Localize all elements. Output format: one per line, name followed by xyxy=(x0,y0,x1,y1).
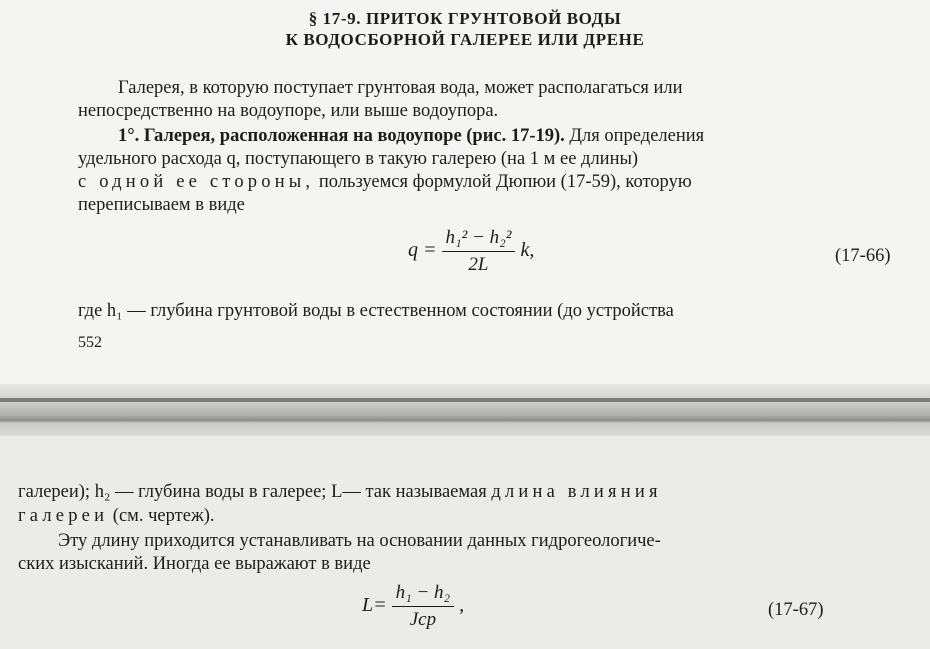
section-title-line1: § 17-9. ПРИТОК ГРУНТОВОЙ ВОДЫ xyxy=(308,9,622,28)
page-number: 552 xyxy=(78,334,102,351)
emphasis-gallery: галереи xyxy=(18,506,109,526)
paragraph2-line3 xyxy=(78,171,692,194)
formula2-suffix: , xyxy=(459,594,465,617)
formula-lhs: q = xyxy=(408,239,437,262)
paragraph2-line3-rest: пользуемся формулой Дюпюи (17-59), которую xyxy=(314,172,692,192)
formula-denominator: 2L xyxy=(468,254,489,275)
equation-number-2: (17-67) xyxy=(768,600,824,620)
page-gap xyxy=(0,384,930,436)
formula2-lhs: L= xyxy=(362,594,387,617)
formula2-numerator: h₁ − h₂ xyxy=(392,582,455,607)
paragraph2-line1-rest: Для определения xyxy=(564,126,705,146)
paragraph1-line2: непосредственно на водоупоре, или выше водоупора. xyxy=(78,101,499,121)
bottom-line1 xyxy=(18,481,662,504)
bottom-line2 xyxy=(18,505,215,528)
emphasis-influence-length: длина влияния xyxy=(491,482,662,502)
formula2-denominator: Jср xyxy=(409,609,437,630)
formula2-fraction xyxy=(392,582,455,631)
section-title-line2: К ВОДОСБОРНОЙ ГАЛЕРЕЕ ИЛИ ДРЕНЕ xyxy=(285,30,645,49)
equation-number: (17-66) xyxy=(835,246,891,266)
paragraph2-line2: удельного расхода q, поступающего в такую галерею (на 1 м ее длины) xyxy=(78,149,639,169)
paragraph2-line1 xyxy=(118,125,704,148)
formula-suffix: k, xyxy=(520,239,535,262)
emphasis-one-side: с одной ее стороны, xyxy=(78,172,315,192)
bottom-page xyxy=(0,436,930,649)
paragraph3-line1: где h₁ — глубина грунтовой воды в естественном состоянии (до устройства xyxy=(78,301,674,321)
formula-fraction xyxy=(442,227,516,276)
formula-numerator: h₁² − h₂² xyxy=(442,227,516,252)
paragraph1-line1: Галерея, в которую поступает грунтовая вода, может располагаться или xyxy=(118,78,683,98)
page-divider xyxy=(0,398,930,402)
bottom-line2-rest: (см. чертеж). xyxy=(108,506,215,526)
paragraph2-line4: переписываем в виде xyxy=(78,195,245,215)
paragraph2-heading: 1°. Галерея, расположенная на водоупоре (рис. 17-19). xyxy=(118,126,565,146)
bottom-line1-start: галереи); h₂ — глубина воды в галерее; L— так называемая xyxy=(18,482,492,502)
formula-17-67 xyxy=(362,582,464,631)
formula-17-66 xyxy=(408,227,534,276)
bottom-paragraph-line2: ских изысканий. Иногда ее выражают в виде xyxy=(18,554,371,574)
bottom-paragraph-line1: Эту длину приходится устанавливать на основании данных гидрогеологиче- xyxy=(58,531,661,551)
